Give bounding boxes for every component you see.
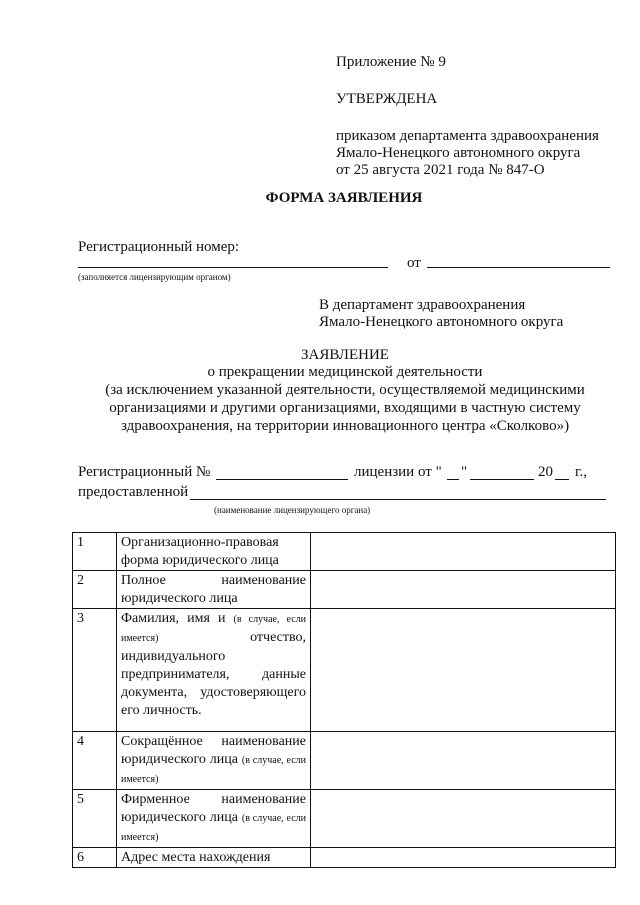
row-value-field[interactable] [311, 732, 616, 790]
license-number-field[interactable] [216, 479, 348, 480]
license-year-suffix: г., [575, 464, 587, 480]
row-label [117, 732, 311, 790]
row-value-field[interactable] [311, 790, 616, 848]
license-issuer-note: (наименование лицензирующего органа) [214, 505, 371, 515]
statement-line-1: о прекращении медицинской деятельности [207, 364, 483, 380]
organization-info-table [72, 532, 616, 868]
table-row [73, 533, 616, 571]
form-title: ФОРМА ЗАЯВЛЕНИЯ [265, 190, 423, 206]
statement-line-2: (за исключением указанной деятельности, осуществляемой медицинскими [105, 382, 585, 398]
row-value-field[interactable] [311, 848, 616, 868]
row-label-note: (в случае, если имеется) [121, 813, 307, 843]
table-row [73, 571, 616, 609]
row-label-rest: отчество, индивидуального предпринимателя, данные документа, удостоверяющего его личность. [121, 630, 306, 718]
statement-title: ЗАЯВЛЕНИЕ [301, 347, 389, 363]
statement-line-3: организациями и другими организациями, входящими в частную систему [109, 400, 581, 416]
order-line-3: от 25 августа 2021 года № 847-О [336, 162, 545, 178]
license-date-label: лицензии от " [354, 464, 442, 480]
license-month-field[interactable] [470, 479, 534, 480]
row-number: 3 [73, 609, 117, 732]
row-label: Адрес места нахождения [117, 848, 311, 868]
table-row [73, 848, 616, 868]
row-label [117, 609, 311, 732]
row-number: 5 [73, 790, 117, 848]
row-label: Организационно-правовая форма юридического лица [117, 533, 311, 571]
row-number: 4 [73, 732, 117, 790]
row-value-field[interactable] [311, 609, 616, 732]
license-reg-label: Регистрационный № [78, 464, 211, 480]
row-label-main: Сокращённое наименование юридического лица [121, 734, 306, 767]
registration-date-field[interactable] [427, 267, 610, 268]
license-year-field[interactable] [555, 479, 569, 480]
registration-from-label: от [407, 255, 421, 271]
row-label: Полное наименование юридического лица [117, 571, 311, 609]
table-row [73, 790, 616, 848]
row-label-note: (в случае, если имеется) [121, 614, 306, 644]
addressee-line-1: В департамент здравоохранения [319, 297, 526, 313]
row-number: 1 [73, 533, 117, 571]
order-line-1: приказом департамента здравоохранения [336, 128, 599, 144]
approved-label: УТВЕРЖДЕНА [336, 91, 438, 107]
row-label-main: Фирменное наименование юридического лица [121, 792, 306, 825]
row-value-field[interactable] [311, 533, 616, 571]
row-number: 2 [73, 571, 117, 609]
registration-number-field[interactable] [78, 267, 388, 268]
row-value-field[interactable] [311, 571, 616, 609]
row-label-note: (в случае, если имеется) [121, 755, 307, 785]
license-issuer-field[interactable] [190, 499, 606, 500]
statement-line-4: здравоохранения, на территории инновационного центра «Сколково») [120, 418, 570, 434]
registration-note: (заполняется лицензирующим органом) [78, 272, 231, 282]
order-line-2: Ямало-Ненецкого автономного округа [336, 145, 581, 161]
approval-header [336, 54, 626, 179]
appendix-number: Приложение № 9 [336, 54, 446, 70]
addressee-line-2: Ямало-Ненецкого автономного округа [319, 314, 564, 330]
license-quote: " [461, 464, 468, 480]
registration-label: Регистрационный номер: [78, 239, 240, 255]
table-row [73, 609, 616, 732]
license-year-prefix: 20 [538, 464, 553, 480]
row-label [117, 790, 311, 848]
row-label-main: Фамилия, имя и [121, 611, 226, 626]
license-issued-label: предоставленной [78, 484, 189, 500]
license-day-field[interactable] [447, 479, 459, 480]
table-row [73, 732, 616, 790]
row-number: 6 [73, 848, 117, 868]
